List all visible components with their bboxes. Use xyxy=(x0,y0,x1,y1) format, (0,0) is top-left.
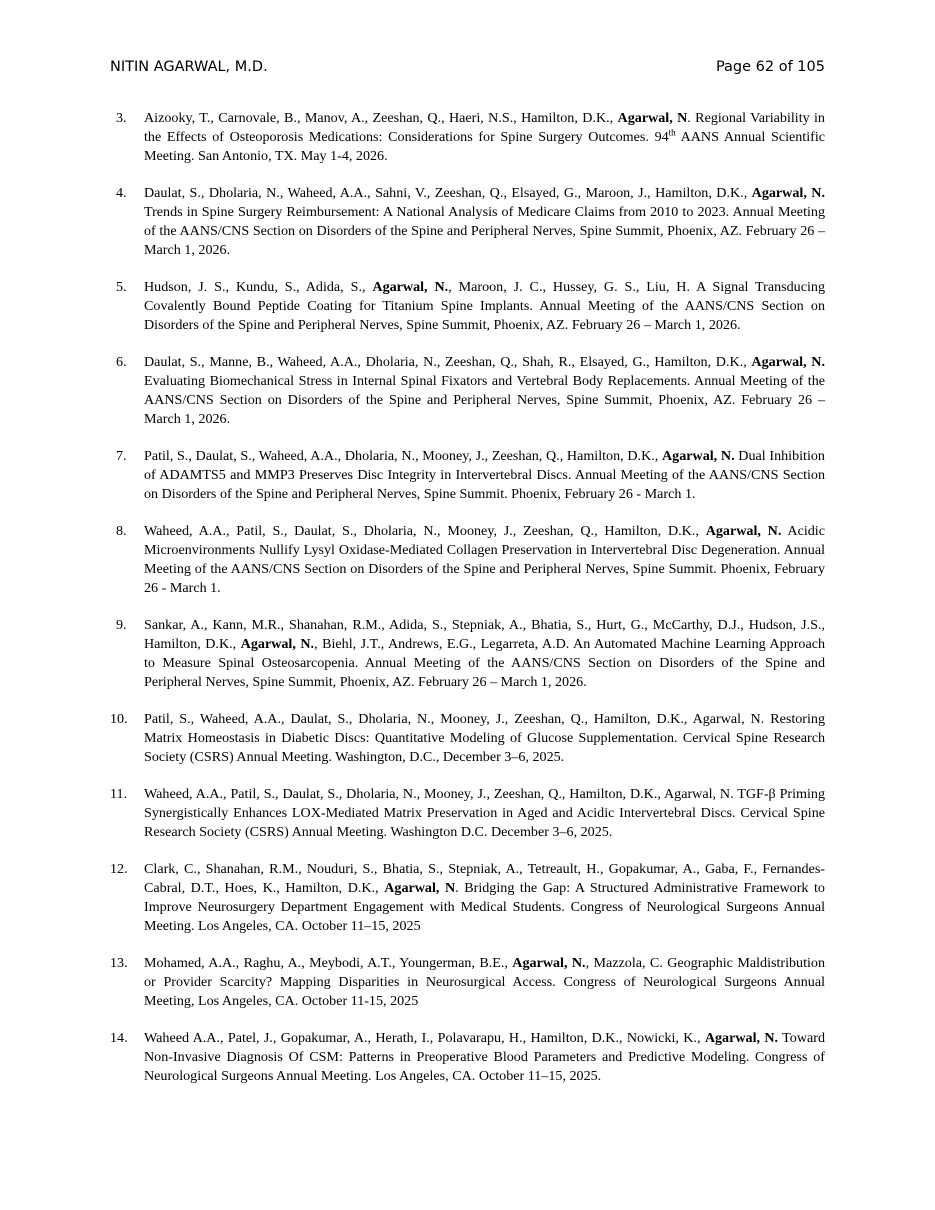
reference-text: Waheed, A.A., Patil, S., Daulat, S., Dholaria, N., Mooney, J., Zeeshan, Q., Hamilton, D.K., xyxy=(144,523,706,539)
reference-number: 12. xyxy=(110,861,128,877)
reference-text: Evaluating Biomechanical Stress in Internal Spinal Fixators and Vertebral Body Replacements. Annual Meeting of the AANS/CNS Section on Disorders of the Spine and Peripheral Nerves, Spine Summit, Phoenix, AZ. February 26 – March 1, 2026. xyxy=(144,373,825,427)
reference-text: Waheed, A.A., Patil, S., Daulat, S., Dholaria, N., Mooney, J., Zeeshan, Q., Hamilton, D.K., Agarwal, N. TGF-β Priming Synergistically Enhances LOX-Mediated Matrix Preservation in Aged and Acidic Intervertebral Discs. Cervical Spine Research Society (CSRS) Annual Meeting. Washington D.C. December 3–6, 2025. xyxy=(144,786,825,840)
reference-text: Dual Inhibition of ADAMTS5 and MMP3 Preserves Disc Integrity in Intervertebral Discs. Annual Meeting of the AANS/CNS Section on Disorders of the Spine and Peripheral Nerves, Spine Summit. Phoenix, February 26 - March 1. xyxy=(144,448,825,502)
reference-item xyxy=(110,278,825,335)
reference-number: 5. xyxy=(116,279,127,295)
highlighted-author: Agarwal, N. xyxy=(662,448,735,464)
reference-text: . Bridging the Gap: A Structured Administrative Framework to Improve Neurosurgery Department Engagement with Medical Students. Congress of Neurological Surgeons Annual Meeting. Los Angeles, CA. October 11–15, 2025 xyxy=(144,880,825,934)
reference-number: 14. xyxy=(110,1030,128,1046)
highlighted-author: Agarwal, N xyxy=(384,880,456,896)
reference-number: 4. xyxy=(116,185,127,201)
reference-item xyxy=(110,522,825,598)
reference-text: Mohamed, A.A., Raghu, A., Meybodi, A.T., Youngerman, B.E., xyxy=(144,955,513,971)
reference-number: 8. xyxy=(116,523,127,539)
reference-text: Hudson, J. S., Kundu, S., Adida, S., xyxy=(144,279,373,295)
reference-number: 6. xyxy=(116,354,127,370)
reference-number: 3. xyxy=(116,110,127,126)
highlighted-author: Agarwal, N xyxy=(617,110,688,126)
reference-text: Toward Non-Invasive Diagnosis Of CSM: Patterns in Preoperative Blood Parameters and Predictive Modeling. Congress of Neurological Surgeons Annual Meeting. Los Angeles, CA. October 11–15, 2025. xyxy=(144,1030,825,1084)
highlighted-author: Agarwal, N. xyxy=(240,636,315,652)
reference-text: Acidic Microenvironments Nullify Lysyl Oxidase-Mediated Collagen Preservation in Intervertebral Disc Degeneration. Annual Meeting of the AANS/CNS Section on Disorders of the Spine and Peripheral Nerves, Spine Summit. Phoenix, February 26 - March 1. xyxy=(144,523,825,596)
reference-text: Daulat, S., Dholaria, N., Waheed, A.A., Sahni, V., Zeeshan, Q., Elsayed, G., Maroon, J., Hamilton, D.K., xyxy=(144,185,752,201)
reference-item xyxy=(110,1029,825,1086)
ordinal-superscript: th xyxy=(668,127,676,138)
reference-number: 7. xyxy=(116,448,127,464)
highlighted-author: Agarwal, N. xyxy=(704,1030,779,1046)
reference-item xyxy=(110,785,825,842)
page-header xyxy=(110,56,825,78)
reference-text: Trends in Spine Surgery Reimbursement: A National Analysis of Medicare Claims from 2010 to 2023. Annual Meeting of the AANS/CNS Section on Disorders of the Spine and Peripheral Nerves, Spine Summit, Phoenix, AZ. February 26 – March 1, 2026. xyxy=(144,204,825,258)
reference-item xyxy=(110,353,825,429)
reference-text: , Biehl, J.T., Andrews, E.G., Legarreta, A.D. An Automated Machine Learning Approach to Measure Spinal Osteosarcopenia. Annual Meeting of the AANS/CNS Section on Disorders of the Spine and Peripheral Nerves, Spine Summit, Phoenix, AZ. February 26 – March 1, 2026. xyxy=(144,636,826,690)
reference-text: , Mazzola, C. Geographic Maldistribution or Provider Scarcity? Mapping Disparities in Neurosurgical Access. Congress of Neurological Surgeons Annual Meeting, Los Angeles, CA. October 11-15, 2025 xyxy=(144,955,826,1009)
reference-text: Patil, S., Daulat, S., Waheed, A.A., Dholaria, N., Mooney, J., Zeeshan, Q., Hamilton, D.K., xyxy=(144,448,662,464)
reference-item xyxy=(110,954,825,1011)
reference-text: Daulat, S., Manne, B., Waheed, A.A., Dholaria, N., Zeeshan, Q., Shah, R., Elsayed, G., Hamilton, D.K., xyxy=(144,354,752,370)
reference-text: Aizooky, T., Carnovale, B., Manov, A., Zeeshan, Q., Haeri, N.S., Hamilton, D.K., xyxy=(144,110,618,126)
highlighted-author: Agarwal, N. xyxy=(751,354,825,370)
highlighted-author: Agarwal, N. xyxy=(512,955,586,971)
page-number: Page 62 of 105 xyxy=(715,59,825,75)
reference-list xyxy=(110,109,825,1104)
reference-number: 9. xyxy=(116,617,127,633)
author-name: NITIN AGARWAL, M.D. xyxy=(110,59,268,75)
reference-item xyxy=(110,860,825,936)
reference-text: Sankar, A., Kann, M.R., Shanahan, R.M., Adida, S., Stepniak, A., Bhatia, S., Hurt, G., McCarthy, D.J., Hudson, J.S., Hamilton, D.K., xyxy=(144,617,825,652)
reference-item xyxy=(110,710,825,767)
highlighted-author: Agarwal, N. xyxy=(372,279,449,295)
reference-text: Waheed A.A., Patel, J., Gopakumar, A., Herath, I., Polavarapu, H., Hamilton, D.K., Nowicki, K., xyxy=(144,1030,705,1046)
reference-item xyxy=(110,447,825,504)
reference-number: 11. xyxy=(110,786,128,802)
highlighted-author: Agarwal, N. xyxy=(751,185,825,201)
highlighted-author: Agarwal, N. xyxy=(705,523,782,539)
reference-item xyxy=(110,184,825,260)
reference-text: Clark, C., Shanahan, R.M., Nouduri, S., Bhatia, S., Stepniak, A., Tetreault, H., Gopakumar, A., Gaba, F., Fernandes-Cabral, D.T., Hoes, K., Hamilton, D.K., xyxy=(144,861,825,896)
reference-item xyxy=(110,109,825,166)
reference-text: . Regional Variability in the Effects of Osteoporosis Medications: Considerations for Spine Surgery Outcomes. 94 xyxy=(144,110,825,145)
reference-text: AANS Annual Scientific Meeting. San Antonio, TX. May 1-4, 2026. xyxy=(144,129,825,164)
reference-number: 10. xyxy=(110,711,128,727)
reference-item xyxy=(110,616,825,692)
reference-text: Patil, S., Waheed, A.A., Daulat, S., Dholaria, N., Mooney, J., Zeeshan, Q., Hamilton, D.K., Agarwal, N. Restoring Matrix Homeostasis in Diabetic Discs: Quantitative Modeling of Glucose Supplementation. Cervical Spine Research Society (CSRS) Annual Meeting. Washington, D.C., December 3–6, 2025. xyxy=(144,711,825,765)
reference-number: 13. xyxy=(110,955,128,971)
reference-text: , Maroon, J. C., Hussey, G. S., Liu, H. A Signal Transducing Covalently Bound Peptide Coating for Titanium Spine Implants. Annual Meeting of the AANS/CNS Section on Disorders of the Spine and Peripheral Nerves, Spine Summit, Phoenix, AZ. February 26 – March 1, 2026. xyxy=(144,279,825,333)
